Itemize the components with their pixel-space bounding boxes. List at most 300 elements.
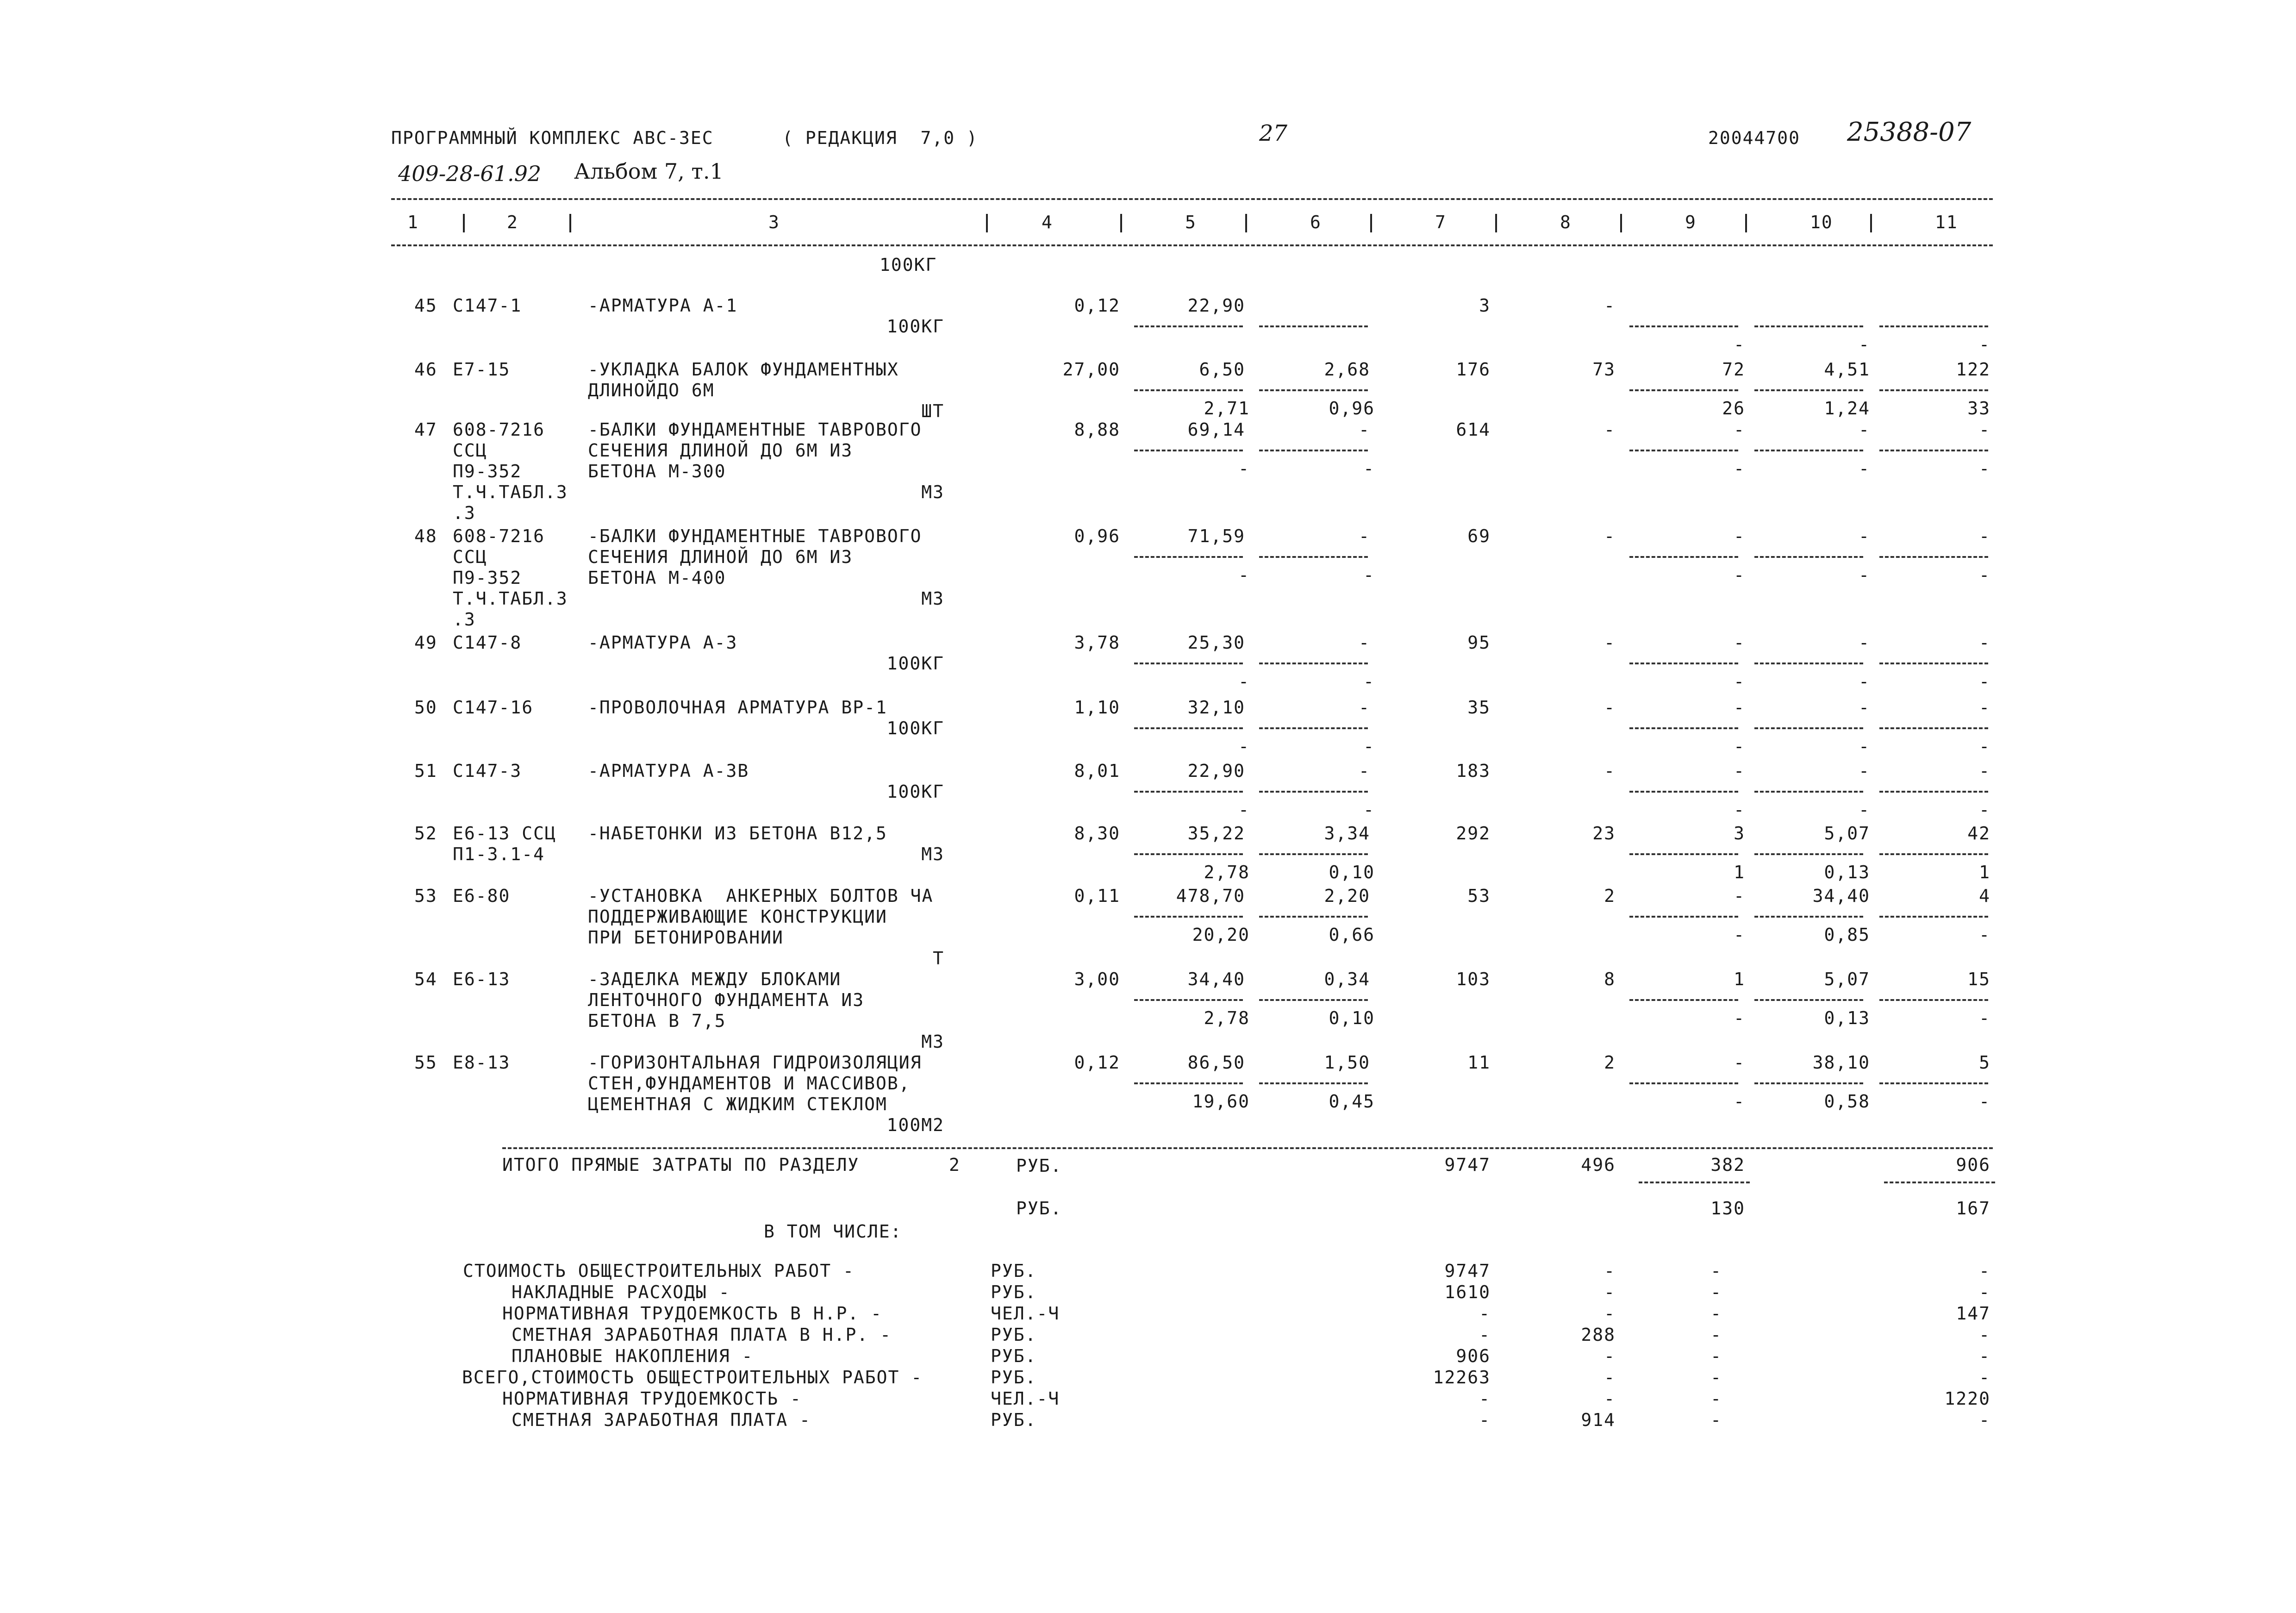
summary-col8: 288 bbox=[1581, 1325, 1616, 1345]
row-c5a: 86,50 bbox=[1187, 1052, 1245, 1073]
row-description: БЕТОНА М-300 bbox=[588, 461, 726, 481]
summary-label: ПЛАНОВЫЕ НАКОПЛЕНИЯ - bbox=[512, 1346, 754, 1366]
row-c11b: - bbox=[1979, 671, 1990, 692]
row-subrule bbox=[1134, 1082, 1243, 1084]
row-description: -АРМАТУРА А-3В bbox=[588, 761, 749, 781]
summary-col11: - bbox=[1979, 1282, 1990, 1302]
row-c8: 2 bbox=[1604, 1052, 1616, 1073]
row-subrule bbox=[1259, 663, 1368, 664]
row-unit: ШТ bbox=[921, 401, 944, 421]
row-c10b: 0,13 bbox=[1824, 1008, 1870, 1028]
row-c6a: 3,34 bbox=[1324, 823, 1370, 844]
totals-col9b: 130 bbox=[1710, 1198, 1745, 1219]
summary-unit: РУБ. bbox=[991, 1346, 1037, 1366]
row-description: ПРИ БЕТОНИРОВАНИИ bbox=[588, 927, 784, 948]
row-subrule bbox=[1134, 389, 1243, 391]
summary-col8: - bbox=[1604, 1388, 1616, 1409]
row-c10b: 1,24 bbox=[1824, 398, 1870, 419]
summary-col9: - bbox=[1710, 1367, 1722, 1388]
totals-col11b: 167 bbox=[1956, 1198, 1990, 1219]
row-number: 54 bbox=[414, 969, 437, 989]
row-code: Е6-13 ССЦ bbox=[453, 823, 556, 844]
row-c9a: - bbox=[1734, 697, 1745, 718]
totals-rule bbox=[502, 1147, 1993, 1149]
row-c11a: 122 bbox=[1956, 359, 1990, 380]
header-top-rule bbox=[391, 198, 1993, 200]
row-description: -ЗАДЕЛКА МЕЖДУ БЛОКАМИ bbox=[588, 969, 842, 989]
row-subrule bbox=[1754, 853, 1863, 855]
summary-unit: РУБ. bbox=[991, 1282, 1037, 1302]
row-c10b: - bbox=[1859, 565, 1870, 585]
row-unit: Т bbox=[933, 948, 944, 969]
row-description: СЕЧЕНИЯ ДЛИНОЙ ДО 6М ИЗ bbox=[588, 440, 853, 461]
summary-col11: - bbox=[1979, 1346, 1990, 1366]
row-c11b: 1 bbox=[1979, 862, 1990, 882]
summary-col8: - bbox=[1604, 1367, 1616, 1388]
row-description: СТЕН,ФУНДАМЕНТОВ И МАССИВОВ, bbox=[588, 1073, 911, 1094]
row-c11a: 15 bbox=[1967, 969, 1990, 989]
row-c5a: 35,22 bbox=[1187, 823, 1245, 844]
row-subrule bbox=[1879, 389, 1988, 391]
column-header-5: 5 bbox=[1185, 212, 1197, 232]
row-subrule bbox=[1259, 389, 1368, 391]
row-c10a: - bbox=[1859, 761, 1870, 781]
row-subrule bbox=[1879, 853, 1988, 855]
totals-col9a: 382 bbox=[1710, 1155, 1745, 1175]
row-c11b: - bbox=[1979, 1091, 1990, 1112]
row-c7: 69 bbox=[1467, 526, 1491, 546]
summary-label: НОРМАТИВНАЯ ТРУДОЕМКОСТЬ В Н.Р. - bbox=[502, 1303, 882, 1324]
row-c6a: - bbox=[1359, 526, 1370, 546]
row-c5b: - bbox=[1238, 565, 1250, 585]
row-number: 50 bbox=[414, 697, 437, 718]
row-c6a: - bbox=[1359, 697, 1370, 718]
column-header-3: 3 bbox=[768, 212, 780, 232]
row-code: Е6-13 bbox=[453, 969, 511, 989]
row-number: 49 bbox=[414, 632, 437, 653]
row-code: Е7-15 bbox=[453, 359, 511, 380]
row-subrule bbox=[1879, 791, 1988, 793]
row-code: Е8-13 bbox=[453, 1052, 511, 1073]
row-description: -ГОРИЗОНТАЛЬНАЯ ГИДРОИЗОЛЯЦИЯ bbox=[588, 1052, 922, 1073]
row-c9b: - bbox=[1734, 671, 1745, 692]
row-subrule bbox=[1134, 450, 1243, 451]
row-c11b: - bbox=[1979, 458, 1990, 479]
row-c7: 103 bbox=[1456, 969, 1491, 989]
summary-col8: - bbox=[1604, 1346, 1616, 1366]
row-code: С147-1 bbox=[453, 295, 522, 316]
totals-col11a: 906 bbox=[1956, 1155, 1990, 1175]
row-c11b: - bbox=[1979, 736, 1990, 756]
row-subrule bbox=[1629, 853, 1738, 855]
row-c9b: - bbox=[1734, 1091, 1745, 1112]
row-c10b: 0,85 bbox=[1824, 925, 1870, 945]
totals-unit-2: РУБ. bbox=[1016, 1198, 1062, 1219]
row-description: -УКЛАДКА БАЛОК ФУНДАМЕНТНЫХ bbox=[588, 359, 899, 380]
row-subrule bbox=[1629, 450, 1738, 451]
row-c6b: - bbox=[1363, 671, 1375, 692]
row-c11b: - bbox=[1979, 925, 1990, 945]
summary-label: ВСЕГО,СТОИМОСТЬ ОБЩЕСТРОИТЕЛЬНЫХ РАБОТ - bbox=[462, 1367, 923, 1388]
column-divider bbox=[1120, 214, 1122, 232]
row-c9b: - bbox=[1734, 1008, 1745, 1028]
row-c9b: - bbox=[1734, 458, 1745, 479]
row-c7: 53 bbox=[1467, 886, 1491, 906]
row-c5a: 22,90 bbox=[1187, 295, 1245, 316]
summary-label: НОРМАТИВНАЯ ТРУДОЕМКОСТЬ - bbox=[502, 1388, 802, 1409]
row-subrule bbox=[1259, 999, 1368, 1001]
row-c5a: 71,59 bbox=[1187, 526, 1245, 546]
document-number: 25388-07 bbox=[1847, 117, 1972, 147]
row-c9b: 26 bbox=[1722, 398, 1745, 419]
column-header-4: 4 bbox=[1042, 212, 1053, 232]
row-c7: 95 bbox=[1467, 632, 1491, 653]
column-header-11: 11 bbox=[1935, 212, 1958, 232]
row-code: С147-3 bbox=[453, 761, 522, 781]
row-code: П1-3.1-4 bbox=[453, 844, 545, 864]
row-c5a: 32,10 bbox=[1187, 697, 1245, 718]
row-code: .3 bbox=[453, 609, 476, 630]
row-c6b: - bbox=[1363, 458, 1375, 479]
column-divider bbox=[463, 214, 465, 232]
column-divider bbox=[986, 214, 988, 232]
row-code: С147-16 bbox=[453, 697, 534, 718]
row-subrule bbox=[1629, 916, 1738, 918]
row-unit: 100М2 bbox=[886, 1115, 944, 1135]
totals-label: ИТОГО ПРЯМЫЕ ЗАТРАТЫ ПО РАЗДЕЛУ bbox=[502, 1155, 860, 1175]
summary-unit: ЧЕЛ.-Ч bbox=[991, 1303, 1060, 1324]
row-c7: 11 bbox=[1467, 1052, 1491, 1073]
row-subrule bbox=[1134, 325, 1243, 327]
row-c11b: - bbox=[1979, 800, 1990, 820]
row-subrule bbox=[1259, 727, 1368, 729]
row-c10b: - bbox=[1859, 800, 1870, 820]
summary-col9: - bbox=[1710, 1388, 1722, 1409]
row-code: С147-8 bbox=[453, 632, 522, 653]
row-code: 608-7216 bbox=[453, 526, 545, 546]
row-code: ССЦ bbox=[453, 547, 487, 567]
row-c11b: - bbox=[1979, 565, 1990, 585]
row-subrule bbox=[1879, 916, 1988, 918]
row-c7: 614 bbox=[1456, 419, 1491, 440]
row-number: 45 bbox=[414, 295, 437, 316]
row-c8: - bbox=[1604, 295, 1616, 316]
summary-col8: - bbox=[1604, 1282, 1616, 1302]
row-c5b: - bbox=[1238, 458, 1250, 479]
summary-col8: - bbox=[1604, 1261, 1616, 1281]
row-c9a: - bbox=[1734, 632, 1745, 653]
row-c7: 35 bbox=[1467, 697, 1491, 718]
edition-label: ( РЕДАКЦИЯ 7,0 ) bbox=[782, 128, 978, 148]
row-c11a: 5 bbox=[1979, 1052, 1990, 1073]
summary-col9: - bbox=[1710, 1410, 1722, 1430]
row-subrule bbox=[1879, 663, 1988, 664]
row-c9a: - bbox=[1734, 886, 1745, 906]
row-c5b: 20,20 bbox=[1192, 925, 1250, 945]
row-subrule bbox=[1259, 450, 1368, 451]
row-unit: М3 bbox=[921, 844, 944, 864]
page-number: 27 bbox=[1259, 120, 1288, 146]
summary-col7: 906 bbox=[1456, 1346, 1491, 1366]
summary-col7: 9747 bbox=[1444, 1261, 1491, 1281]
row-c9b: 1 bbox=[1734, 862, 1745, 882]
column-divider bbox=[1245, 214, 1247, 232]
column-header-10: 10 bbox=[1810, 212, 1833, 232]
row-c5a: 25,30 bbox=[1187, 632, 1245, 653]
row-c9b: - bbox=[1734, 334, 1745, 355]
row-subrule bbox=[1134, 916, 1243, 918]
row-c6b: 0,10 bbox=[1329, 1008, 1375, 1028]
summary-col9: - bbox=[1710, 1261, 1722, 1281]
row-code: Т.Ч.ТАБЛ.3 bbox=[453, 482, 568, 502]
row-description: ПОДДЕРЖИВАЮЩИЕ КОНСТРУКЦИИ bbox=[588, 907, 887, 927]
row-c11a: - bbox=[1979, 761, 1990, 781]
row-c5b: - bbox=[1238, 736, 1250, 756]
row-c8: 73 bbox=[1592, 359, 1616, 380]
totals-col7: 9747 bbox=[1444, 1155, 1491, 1175]
row-subrule bbox=[1879, 325, 1988, 327]
row-c11a: 4 bbox=[1979, 886, 1990, 906]
row-c10b: - bbox=[1859, 736, 1870, 756]
row-c6b: 0,10 bbox=[1329, 862, 1375, 882]
row-subrule bbox=[1629, 556, 1738, 558]
row-c7: 176 bbox=[1456, 359, 1491, 380]
row-c8: - bbox=[1604, 419, 1616, 440]
row-c10a: 34,40 bbox=[1812, 886, 1870, 906]
row-c9a: 1 bbox=[1734, 969, 1745, 989]
row-c6b: - bbox=[1363, 800, 1375, 820]
row-unit: М3 bbox=[921, 588, 944, 609]
summary-col8: 914 bbox=[1581, 1410, 1616, 1430]
row-c8: - bbox=[1604, 632, 1616, 653]
summary-col7: - bbox=[1479, 1303, 1491, 1324]
row-c7: 292 bbox=[1456, 823, 1491, 844]
row-c10b: - bbox=[1859, 671, 1870, 692]
row-c4: 3,78 bbox=[1074, 632, 1120, 653]
row-c10a: 5,07 bbox=[1824, 823, 1870, 844]
row-c5b: 19,60 bbox=[1192, 1091, 1250, 1112]
row-subrule bbox=[1629, 791, 1738, 793]
row-c5a: 6,50 bbox=[1199, 359, 1245, 380]
row-c8: - bbox=[1604, 697, 1616, 718]
summary-col11: - bbox=[1979, 1261, 1990, 1281]
row-c6a: 0,34 bbox=[1324, 969, 1370, 989]
column-header-6: 6 bbox=[1310, 212, 1322, 232]
row-c9a: 72 bbox=[1722, 359, 1745, 380]
row-subrule bbox=[1629, 389, 1738, 391]
row-c4: 8,88 bbox=[1074, 419, 1120, 440]
row-c6a: 2,68 bbox=[1324, 359, 1370, 380]
row-c10b: - bbox=[1859, 334, 1870, 355]
row-subrule bbox=[1754, 325, 1863, 327]
row-number: 55 bbox=[414, 1052, 437, 1073]
summary-col8: - bbox=[1604, 1303, 1616, 1324]
row-c9a: - bbox=[1734, 419, 1745, 440]
summary-col11: 1220 bbox=[1944, 1388, 1990, 1409]
project-code: 409-28-61.92 bbox=[398, 161, 542, 186]
row-c5a: 478,70 bbox=[1176, 886, 1245, 906]
column-header-2: 2 bbox=[507, 212, 518, 232]
row-subrule bbox=[1754, 1082, 1863, 1084]
row-c10b: 0,58 bbox=[1824, 1091, 1870, 1112]
row-description: -АРМАТУРА А-1 bbox=[588, 295, 738, 316]
row-number: 46 bbox=[414, 359, 437, 380]
row-c8: 2 bbox=[1604, 886, 1616, 906]
row-description: -ПРОВОЛОЧНАЯ АРМАТУРА ВР-1 bbox=[588, 697, 887, 718]
row-subrule bbox=[1879, 727, 1988, 729]
row-c4: 0,96 bbox=[1074, 526, 1120, 546]
row-description: -БАЛКИ ФУНДАМЕНТНЫЕ ТАВРОВОГО bbox=[588, 419, 922, 440]
summary-col7: - bbox=[1479, 1325, 1491, 1345]
row-c6b: 0,45 bbox=[1329, 1091, 1375, 1112]
column-divider bbox=[1370, 214, 1372, 232]
row-c6a: 2,20 bbox=[1324, 886, 1370, 906]
row-number: 51 bbox=[414, 761, 437, 781]
row-c6b: 0,66 bbox=[1329, 925, 1375, 945]
row-subrule bbox=[1259, 1082, 1368, 1084]
summary-unit: РУБ. bbox=[991, 1261, 1037, 1281]
summary-col9: - bbox=[1710, 1282, 1722, 1302]
summary-col7: 1610 bbox=[1444, 1282, 1491, 1302]
row-c11a: 42 bbox=[1967, 823, 1990, 844]
row-c10a: - bbox=[1859, 419, 1870, 440]
row-c5a: 22,90 bbox=[1187, 761, 1245, 781]
row-c7: 183 bbox=[1456, 761, 1491, 781]
row-c10b: 0,13 bbox=[1824, 862, 1870, 882]
column-header-7: 7 bbox=[1435, 212, 1447, 232]
row-subrule bbox=[1259, 556, 1368, 558]
row-c9b: - bbox=[1734, 736, 1745, 756]
summary-col9: - bbox=[1710, 1346, 1722, 1366]
row-c11b: - bbox=[1979, 334, 1990, 355]
row-c6b: - bbox=[1363, 736, 1375, 756]
row-c11a: - bbox=[1979, 526, 1990, 546]
summary-col7: - bbox=[1479, 1410, 1491, 1430]
row-c8: 23 bbox=[1592, 823, 1616, 844]
row-number: 48 bbox=[414, 526, 437, 546]
row-subrule bbox=[1879, 1082, 1988, 1084]
row-c5b: - bbox=[1238, 671, 1250, 692]
row-c4: 8,30 bbox=[1074, 823, 1120, 844]
row-description: -БАЛКИ ФУНДАМЕНТНЫЕ ТАВРОВОГО bbox=[588, 526, 922, 546]
row-c6a: 1,50 bbox=[1324, 1052, 1370, 1073]
row-unit: 100КГ bbox=[886, 781, 944, 802]
row-code: ССЦ bbox=[453, 440, 487, 461]
row-subrule bbox=[1629, 727, 1738, 729]
summary-label: СМЕТНАЯ ЗАРАБОТНАЯ ПЛАТА В Н.Р. - bbox=[512, 1325, 892, 1345]
row-c10a: - bbox=[1859, 632, 1870, 653]
row-c5a: 69,14 bbox=[1187, 419, 1245, 440]
row-description: БЕТОНА М-400 bbox=[588, 568, 726, 588]
row-subrule bbox=[1754, 916, 1863, 918]
row-subrule bbox=[1134, 853, 1243, 855]
column-divider bbox=[1495, 214, 1497, 232]
summary-col7: 12263 bbox=[1433, 1367, 1491, 1388]
row-subrule bbox=[1879, 450, 1988, 451]
row-subrule bbox=[1134, 556, 1243, 558]
row-c5b: 2,78 bbox=[1204, 1008, 1250, 1028]
row-subrule bbox=[1259, 791, 1368, 793]
row-unit: 100КГ bbox=[886, 718, 944, 738]
row-subrule bbox=[1754, 389, 1863, 391]
row-description: ЦЕМЕНТНАЯ С ЖИДКИМ СТЕКЛОМ bbox=[588, 1094, 887, 1114]
including-label: В ТОМ ЧИСЛЕ: bbox=[764, 1221, 902, 1242]
summary-unit: РУБ. bbox=[991, 1367, 1037, 1388]
column-header-9: 9 bbox=[1685, 212, 1697, 232]
row-c11a: - bbox=[1979, 697, 1990, 718]
row-c4: 0,12 bbox=[1074, 1052, 1120, 1073]
row-c11b: 33 bbox=[1967, 398, 1990, 419]
row-subrule bbox=[1879, 556, 1988, 558]
row-c9a: 3 bbox=[1734, 823, 1745, 844]
row-subrule bbox=[1134, 791, 1243, 793]
summary-col11: 147 bbox=[1956, 1303, 1990, 1324]
row-description: ЛЕНТОЧНОГО ФУНДАМЕНТА ИЗ bbox=[588, 990, 865, 1010]
row-subrule bbox=[1754, 791, 1863, 793]
row-subrule bbox=[1754, 999, 1863, 1001]
summary-unit: РУБ. bbox=[991, 1325, 1037, 1345]
row-subrule bbox=[1754, 450, 1863, 451]
row-c9a: - bbox=[1734, 761, 1745, 781]
row-unit: М3 bbox=[921, 1032, 944, 1052]
row-c10a: 38,10 bbox=[1812, 1052, 1870, 1073]
row-subrule bbox=[1259, 916, 1368, 918]
summary-col9: - bbox=[1710, 1325, 1722, 1345]
row-description: СЕЧЕНИЯ ДЛИНОЙ ДО 6М ИЗ bbox=[588, 547, 853, 567]
row-c10a: - bbox=[1859, 697, 1870, 718]
row-subrule bbox=[1259, 325, 1368, 327]
row-number: 53 bbox=[414, 886, 437, 906]
row-c4: 0,12 bbox=[1074, 295, 1120, 316]
row-c8: - bbox=[1604, 526, 1616, 546]
album-label: Альбом 7, т.1 bbox=[574, 159, 724, 184]
row-description: -НАБЕТОНКИ ИЗ БЕТОНА В12,5 bbox=[588, 823, 887, 844]
row-subrule bbox=[1629, 999, 1738, 1001]
row-c5a: 34,40 bbox=[1187, 969, 1245, 989]
row-c9b: - bbox=[1734, 565, 1745, 585]
summary-unit: РУБ. bbox=[991, 1410, 1037, 1430]
row-code: Е6-80 bbox=[453, 886, 511, 906]
column-header-1: 1 bbox=[407, 212, 419, 232]
row-description: -УСТАНОВКА АНКЕРНЫХ БОЛТОВ ЧА bbox=[588, 886, 934, 906]
row-c6b: - bbox=[1363, 565, 1375, 585]
row-c9b: - bbox=[1734, 925, 1745, 945]
row-c9a: - bbox=[1734, 1052, 1745, 1073]
row-c8: - bbox=[1604, 761, 1616, 781]
program-title: ПРОГРАММНЫЙ КОМПЛЕКС АВС-3ЕС bbox=[391, 128, 714, 148]
row-c5b: 2,71 bbox=[1204, 398, 1250, 419]
column-divider bbox=[1745, 214, 1747, 232]
row-c4: 8,01 bbox=[1074, 761, 1120, 781]
summary-col7: - bbox=[1479, 1388, 1491, 1409]
totals-section: 2 bbox=[949, 1155, 961, 1175]
row-description: ДЛИНОЙДО 6М bbox=[588, 380, 715, 400]
row-unit: 100КГ bbox=[886, 316, 944, 337]
row-c6a: - bbox=[1359, 632, 1370, 653]
column-divider bbox=[569, 214, 571, 232]
row-subrule bbox=[1629, 663, 1738, 664]
totals-unit-1: РУБ. bbox=[1016, 1156, 1062, 1176]
row-description: -АРМАТУРА А-3 bbox=[588, 632, 738, 653]
totals-col8: 496 bbox=[1581, 1155, 1616, 1175]
document-code: 20044700 bbox=[1708, 128, 1801, 148]
row-c11b: - bbox=[1979, 1008, 1990, 1028]
row-c6b: 0,96 bbox=[1329, 398, 1375, 419]
row-code: П9-352 bbox=[453, 461, 522, 481]
row-subrule bbox=[1754, 556, 1863, 558]
row-description: БЕТОНА В 7,5 bbox=[588, 1011, 726, 1031]
summary-col11: - bbox=[1979, 1410, 1990, 1430]
